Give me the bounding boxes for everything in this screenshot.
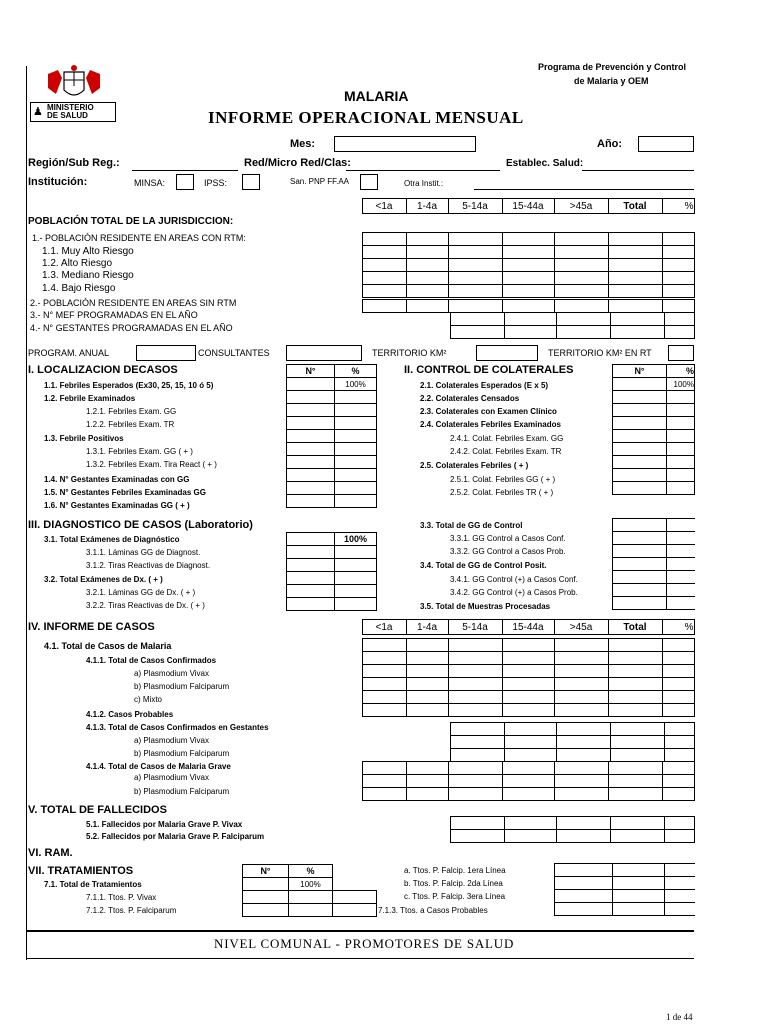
mes-label: Mes:	[290, 138, 316, 150]
population-grid-mef[interactable]	[450, 312, 695, 339]
age-col-5-14: 5-14a	[448, 620, 502, 635]
section3-right-item: 3.5. Total de Muestras Procesadas	[420, 602, 551, 611]
cases-grid-gestantes[interactable]	[450, 722, 695, 762]
section1-item: 1.1. Febriles Esperados (Ex30, 25, 15, 10 ó 5)	[44, 381, 214, 390]
cases-grid-grave[interactable]	[362, 761, 695, 801]
establec-label: Establec. Salud:	[506, 158, 584, 169]
section3-right-item: 3.3.2. GG Control a Casos Prob.	[450, 547, 566, 556]
age-col-gt45: >45a	[554, 620, 608, 635]
establec-line[interactable]	[582, 170, 694, 171]
section3-left-item: 3.1. Total Exámenes de Diagnóstico	[44, 535, 180, 544]
population-item: 4.- N° GESTANTES PROGRAMADAS EN EL AÑO	[30, 323, 233, 333]
territorio-rt-label: TERRITORIO KM² EN RT	[548, 348, 652, 358]
section3-right-grid[interactable]	[612, 518, 695, 610]
section3-title: III. DIAGNOSTICO DE CASOS (Laboratorio)	[28, 519, 253, 531]
section3-left-item: 3.2.2. Tiras Reactivas de Dx. ( + )	[86, 601, 205, 610]
section1-item: 1.4. N° Gestantes Examinadas con GG	[44, 475, 190, 484]
section4-item: b) Plasmodium Falciparum	[134, 787, 230, 796]
section2-item: 2.4. Colaterales Febriles Examinados	[420, 420, 561, 429]
population-title: POBLACIÓN TOTAL DE LA JURISDICCION:	[28, 216, 234, 227]
section4-item: 4.1.1. Total de Casos Confirmados	[86, 656, 217, 665]
section2-item: 2.5. Colaterales Febriles ( + )	[420, 461, 529, 470]
age-col-1-4: 1-4a	[406, 199, 448, 214]
age-col-15-44: 15-44a	[502, 620, 554, 635]
nivel-comunal-title: NIVEL COMUNAL - PROMOTORES DE SALUD	[214, 936, 515, 951]
population-item: 1.1. Muy Alto Riesgo	[42, 246, 134, 257]
section2-item: 2.4.1. Colat. Febriles Exam. GG	[450, 434, 564, 443]
person-icon: ♟	[33, 106, 43, 118]
section4-item: a) Plasmodium Vivax	[134, 773, 209, 782]
section3-left-item: 3.1.2. Tiras Reactivas de Diagnost.	[86, 561, 211, 570]
population-grid[interactable]	[362, 232, 695, 298]
age-col-lt1: <1a	[362, 199, 406, 214]
consultantes-label: CONSULTANTES	[198, 348, 270, 358]
population-age-header	[342, 198, 695, 214]
section2-item: 2.1. Colaterales Esperados (E x 5)	[420, 381, 549, 390]
age-col-5-14: 5-14a	[448, 199, 502, 214]
section4-item: b) Plasmodium Falciparum	[134, 682, 230, 691]
ministry-line2: DE SALUD	[47, 111, 88, 120]
section3-left-item: 3.2. Total Exámenes de Dx. ( + )	[44, 575, 163, 584]
red-line[interactable]	[346, 170, 500, 171]
section1-title: I. LOCALIZACION DECASOS	[28, 364, 178, 376]
section1-item: 1.5. N° Gestantes Febriles Examinadas GG	[44, 488, 206, 497]
section1-item: 1.6. N° Gestantes Examinadas GG ( + )	[44, 501, 190, 510]
section7-right-item: a. Ttos. P. Falcip. 1era Línea	[404, 866, 506, 875]
mes-field[interactable]	[334, 136, 476, 152]
section2-col-pct: %	[667, 365, 695, 378]
treatments-right-grid[interactable]	[554, 863, 695, 916]
cases-age-header	[342, 619, 695, 635]
section2-pct-value: 100%	[667, 378, 695, 391]
region-line[interactable]	[132, 170, 238, 171]
section1-item: 1.2.2. Febriles Exam. TR	[86, 420, 175, 429]
section4-item: 4.1.2. Casos Probables	[86, 710, 174, 719]
section1-item: 1.3.2. Febriles Exam. Tira React ( + )	[86, 460, 217, 469]
program-line2: de Malaria y OEM	[574, 76, 649, 86]
section7-left-item: 7.1. Total de Tratamientos	[44, 880, 142, 889]
treatments-left-grid[interactable]	[242, 864, 377, 917]
population-item: 1.3. Mediano Riesgo	[42, 270, 134, 281]
otra-label: Otra Instit.:	[404, 179, 444, 188]
section1-item: 1.2.1. Febriles Exam. GG	[86, 407, 177, 416]
population-item: 1.- POBLACIÓN RESIDENTE EN AREAS CON RTM:	[32, 233, 246, 243]
footer-separator	[26, 930, 694, 932]
cases-grid[interactable]	[362, 638, 695, 717]
anio-label: Año:	[597, 138, 623, 150]
otra-line[interactable]	[474, 189, 694, 190]
page-number: 1 de 44	[666, 1012, 693, 1022]
section2-item: 2.5.2. Colat. Febriles TR ( + )	[450, 488, 554, 497]
age-col-gt45: >45a	[554, 199, 608, 214]
section7-col-n: N°	[243, 865, 289, 878]
section7-right-item: b. Ttos. P. Falcip. 2da Línea	[404, 879, 503, 888]
sanidad-label: San. PNP FF.AA	[290, 177, 349, 186]
red-label: Red/Micro Red/Clas:	[244, 157, 351, 169]
section7-left-item: 7.1.2. Ttos. P. Falciparum	[86, 906, 177, 915]
age-col-pct: %	[662, 199, 694, 214]
section2-col-n: N°	[613, 365, 667, 378]
population-item: 1.2. Alto Riesgo	[42, 258, 113, 269]
population-item: 2.- POBLACIÓN RESIDENTE EN AREAS SIN RTM	[30, 298, 237, 308]
section1-col-pct: %	[335, 365, 377, 378]
ministry-line1: MINISTERIO	[47, 103, 94, 112]
deaths-grid[interactable]	[450, 816, 695, 843]
population-grid-sin-rtm[interactable]	[362, 299, 695, 313]
section1-item: 1.2. Febrile Examinados	[44, 394, 136, 403]
age-col-15-44: 15-44a	[502, 199, 554, 214]
section7-right-item: 7.1.3. Ttos. a Casos Probables	[378, 906, 488, 915]
left-border	[26, 66, 27, 960]
anio-field[interactable]	[638, 136, 694, 152]
section4-item: b) Plasmodium Falciparum	[134, 749, 230, 758]
program-anual-field[interactable]	[136, 345, 196, 361]
section7-left-item: 7.1.1. Ttos. P. Vivax	[86, 893, 157, 902]
ministry-logo	[30, 102, 116, 122]
age-col-lt1: <1a	[362, 620, 406, 635]
section3-left-grid[interactable]	[286, 532, 377, 611]
ipss-label: IPSS:	[204, 178, 228, 188]
sanidad-checkbox[interactable]	[360, 174, 378, 190]
territorio-field[interactable]	[476, 345, 538, 361]
age-col-pct: %	[662, 620, 694, 635]
section2-item: 2.4.2. Colat. Febriles Exam. TR	[450, 447, 562, 456]
age-col-total: Total	[608, 620, 662, 635]
section1-item: 1.3. Febrile Positivos	[44, 434, 124, 443]
disease-title: MALARIA	[344, 88, 409, 104]
section7-title: VII. TRATAMIENTOS	[28, 865, 134, 877]
section2-item: 2.5.1. Colat. Febriles GG ( + )	[450, 475, 556, 484]
footer-bottom-line	[26, 958, 694, 959]
section3-right-item: 3.4.2. GG Control (+) a Casos Prob.	[450, 588, 578, 597]
minsa-checkbox[interactable]	[176, 174, 194, 190]
section2-item: 2.3. Colaterales con Examen Clínico	[420, 407, 557, 416]
section4-item: 4.1.3. Total de Casos Confirmados en Gestantes	[86, 723, 269, 732]
minsa-label: MINSA:	[134, 178, 166, 188]
section3-right-item: 3.3. Total de GG de Control	[420, 521, 523, 530]
population-item: 3.- N° MEF PROGRAMADAS EN EL AÑO	[30, 310, 198, 320]
section3-left-item: 3.1.1. Láminas GG de Diagnost.	[86, 548, 201, 557]
section3-right-item: 3.3.1. GG Control a Casos Conf.	[450, 534, 566, 543]
section3-left-item: 3.2.1. Láminas GG de Dx. ( + )	[86, 588, 196, 597]
section1-pct-value: 100%	[335, 378, 377, 391]
section5-title: V. TOTAL DE FALLECIDOS	[28, 804, 167, 816]
section4-item: a) Plasmodium Vivax	[134, 736, 209, 745]
program-line1: Programa de Prevención y Control	[538, 62, 687, 72]
section1-col-n: N°	[287, 365, 335, 378]
age-col-total: Total	[608, 199, 662, 214]
section6-title: VI. RAM.	[28, 847, 73, 859]
section1-item: 1.3.1. Febriles Exam. GG ( + )	[86, 447, 193, 456]
section1-grid[interactable]	[286, 364, 377, 508]
peru-coat-of-arms-icon	[44, 64, 104, 104]
territorio-label: TERRITORIO KM²	[372, 348, 447, 358]
section5-item: 5.1. Fallecidos por Malaria Grave P. Vivax	[86, 820, 243, 829]
section7-pct-value: 100%	[289, 878, 333, 891]
section2-grid[interactable]	[612, 364, 695, 495]
section5-item: 5.2. Fallecidos por Malaria Grave P. Falciparum	[86, 832, 265, 841]
age-col-1-4: 1-4a	[406, 620, 448, 635]
population-item: 1.4. Bajo Riesgo	[42, 283, 116, 294]
ipss-checkbox[interactable]	[242, 174, 260, 190]
section4-item: 4.1.4. Total de Casos de Malaria Grave	[86, 762, 231, 771]
section4-title: IV. INFORME DE CASOS	[28, 621, 155, 633]
section3-right-item: 3.4. Total de GG de Control Posit.	[420, 561, 547, 570]
section7-col-pct: %	[289, 865, 333, 878]
section3-pct-value: 100%	[335, 533, 377, 546]
section4-item: c) Mixto	[134, 695, 162, 704]
region-label: Región/Sub Reg.:	[28, 157, 120, 169]
section4-item: 4.1. Total de Casos de Malaria	[44, 641, 172, 651]
territorio-rt-field[interactable]	[668, 345, 694, 361]
consultantes-field[interactable]	[286, 345, 362, 361]
institucion-label: Institución:	[28, 176, 88, 188]
section7-right-item: c. Ttos. P. Falcip. 3era Línea	[404, 892, 506, 901]
section2-title: II. CONTROL DE COLATERALES	[404, 364, 574, 376]
section3-right-item: 3.4.1. GG Control (+) a Casos Conf.	[450, 575, 578, 584]
program-anual-label: PROGRAM. ANUAL	[28, 348, 110, 358]
report-title: INFORME OPERACIONAL MENSUAL	[208, 108, 524, 127]
section2-item: 2.2. Colaterales Censados	[420, 394, 520, 403]
section4-item: a) Plasmodium Vivax	[134, 669, 209, 678]
